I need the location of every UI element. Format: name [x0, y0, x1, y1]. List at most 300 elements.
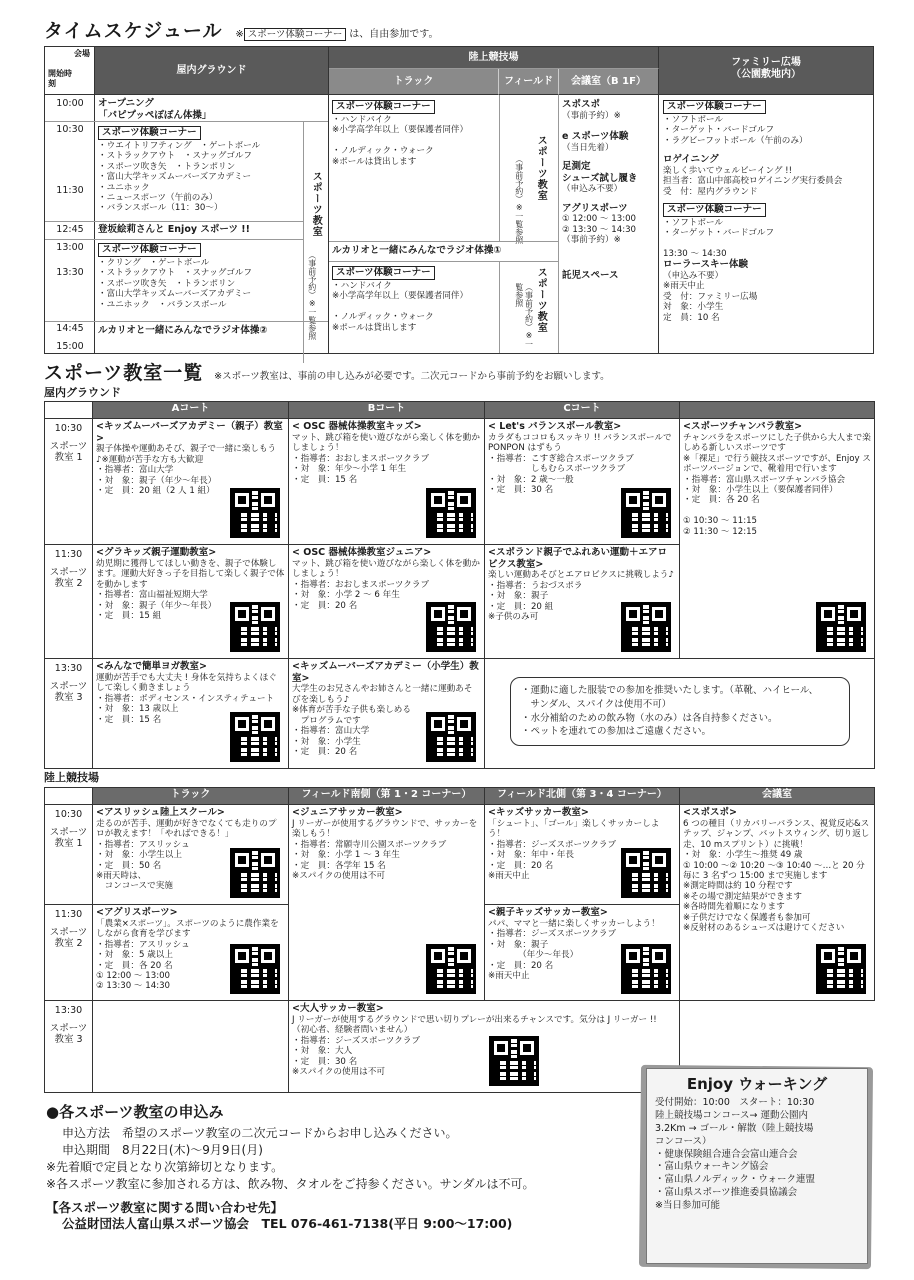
class-detail: ・定 員：50 名 — [96, 860, 162, 871]
class-detail: 大学生のお兄さんやお姉さんと一緒に運動あそびを楽しもう♪ — [292, 684, 473, 705]
qr-code[interactable] — [816, 602, 866, 652]
qr-code[interactable] — [426, 944, 476, 994]
field-vert-title: スポーツ教室 — [535, 135, 547, 201]
class-detail: 運動が苦手でも大丈夫 ! 身体を気持ちよくほぐして楽しく動きましょう — [96, 672, 277, 694]
col-field-north: フィールド北側（第 3・4 コーナー） — [485, 788, 680, 805]
class-detail: ・対 象：小学生以上 — [96, 850, 182, 861]
class-detail: ※その場で測定結果ができます — [683, 891, 802, 902]
class-detail: ※雨天中止 — [488, 971, 530, 981]
apply-method: 申込方法 希望のスポーツ教室の二次元コードからお申し込みください。 — [62, 1126, 458, 1141]
class-detail: ・対 象：小学生～推奨 49 歳 — [683, 850, 803, 861]
track-list1 — [332, 115, 497, 167]
col-b-court: Bコート — [289, 402, 485, 419]
qr-code[interactable] — [621, 848, 671, 898]
slot-name: スポーツ 教室 2 — [49, 566, 88, 590]
time-label: 15:00 — [56, 341, 84, 352]
conf-item-title: e スポーツ体験 — [562, 131, 629, 143]
opening-title: オープニング — [98, 98, 154, 109]
field-vert-cell-1 — [499, 95, 559, 244]
class-detail: プログラムです — [292, 715, 361, 726]
class-detail: ・対 象：年少～小学 1 年生 — [292, 464, 407, 475]
class-detail: ※各時間先着順になります — [683, 902, 785, 913]
col-family-sub: （公園敷地内） — [731, 69, 801, 81]
class-detail: マット、跳び箱を使い遊びながら楽しく体を動かしましょう！ — [292, 558, 480, 580]
qr-code[interactable] — [230, 602, 280, 652]
class-detail: ・指導者：おおしまスポーツクラブ — [292, 453, 430, 464]
family-box1: スポーツ体験コーナー — [663, 100, 766, 114]
class-detail: ・定 員：20 名 — [488, 860, 554, 871]
time-label: 10:30 — [56, 124, 84, 135]
class-detail: ・指導者：富山大学 — [292, 726, 370, 737]
list-line: ・ノルディック・ウォーク — [332, 312, 434, 323]
list-line: ・ユニホック — [98, 182, 150, 193]
class-cell — [289, 805, 485, 1001]
family-box2: スポーツ体験コーナー — [663, 203, 766, 217]
class-title: <スポーツチャンバラ教室> — [683, 421, 803, 432]
class-cell — [680, 419, 875, 659]
col-field: フィールド — [499, 69, 559, 95]
conf-item — [562, 270, 658, 282]
class-detail: ① 10:00 ～② 10:20 ～③ 10:40 ～…と 20 分毎に 3 名ずつ 15:00 まで実施します — [683, 860, 865, 881]
class-detail: ・定 員：各学年 15 名 — [292, 860, 386, 871]
list-line: ・富山県スポーツ推進委員協議会 — [655, 1186, 798, 1198]
list-line: サンダル、スパイクは使用不可） — [521, 698, 672, 710]
class-cell — [680, 805, 875, 1001]
class-detail: ・指導者：アスリッシュ — [96, 839, 190, 850]
class-detail: コンコースで実施 — [96, 881, 173, 892]
class-detail: 楽しい運動あそびとエアロビクスに挑戦しよう♪ — [488, 570, 674, 581]
conf-item — [562, 131, 658, 153]
contact-line: 公益財団法人富山県スポーツ協会 TEL 076-461-7138(平日 9:00～17:00) — [62, 1215, 513, 1231]
qr-code[interactable] — [230, 848, 280, 898]
class-detail: 6 つの種目（リカバリーバランス、視覚反応&ステップ、ジャンプ、バットスウィング、切り返し走、10 mスプリント）に挑戦！ — [683, 818, 870, 850]
class-detail: ※スパイクの使用は不可 — [292, 871, 385, 881]
class-detail: ・指導者：ジーズスポーツクラブ — [488, 929, 617, 940]
slot-time: 10:30 — [54, 809, 83, 820]
list-line: ・ソフトボール — [663, 217, 723, 228]
class-detail: ・対 象：親子（年少～年長） — [96, 600, 217, 611]
indoor-radio: ルカリオと一緒にみんなでラジオ体操② — [98, 325, 268, 336]
schedule-note-mark: ※ — [235, 29, 244, 40]
list-line — [332, 302, 497, 312]
list-line: ※雨天中止 — [663, 281, 705, 292]
class-detail: ・指導者：うおづスポラ — [488, 580, 583, 591]
conf-item-title: 託児スペース — [562, 269, 619, 281]
walking-lines — [655, 1097, 859, 1212]
class-cell — [485, 545, 680, 659]
class-detail: パパ、ママと一緒に楽しくサッカーしよう！ — [488, 918, 660, 929]
class-detail: ・指導者：アスリッシュ — [96, 939, 190, 950]
qr-code[interactable] — [816, 944, 866, 994]
indoor-box1: スポーツ体験コーナー — [98, 126, 201, 140]
list-line: ・ペットを連れての参加はご遠慮ください。 — [521, 726, 712, 738]
time-label: 10:00 — [56, 98, 84, 109]
list-line: ・ノルディック・ウォーク — [332, 146, 434, 157]
list-line: ・富山県ノルディック・ウォーク連盟 — [655, 1174, 815, 1186]
class-detail: ② 11:30 ～ 12:15 — [683, 526, 758, 537]
qr-code[interactable] — [621, 488, 671, 538]
time-label: 13:00 — [56, 242, 84, 253]
list-line: 担当者：富山中部高校ロゲイニング実行委員会 — [663, 176, 843, 187]
slot-name: スポーツ 教室 1 — [49, 826, 88, 850]
conf-item — [562, 161, 658, 195]
class-detail: ・対 象：5 歳以上 — [96, 950, 173, 961]
qr-code[interactable] — [426, 488, 476, 538]
conf-item-sub: ① 12:00 ～ 13:00 ② 13:30 ～ 14:30 （事前予約）※ — [562, 214, 637, 246]
indoor-list1 — [98, 141, 303, 214]
list-line: ・ラグビーフットボール（午前のみ） — [663, 135, 808, 146]
class-detail: ・指導者：富山福祉短期大学 — [96, 590, 208, 601]
list-line: ・ストラックアウト ・スナッグゴルフ — [98, 151, 253, 162]
class-title: <アスリッシュ陸上スクール> — [96, 807, 225, 818]
class-title: <ジュニアサッカー教室> — [292, 807, 403, 818]
class-detail: ※体育が苦手な子供も楽しめる — [292, 705, 411, 716]
class-detail: ・定 員：30 名 — [292, 1056, 358, 1067]
rogaining-title: ロゲイニング — [663, 154, 719, 166]
col-conference: 会議室 — [680, 788, 875, 805]
conf-item-title: アグリスポーツ — [562, 202, 628, 214]
class-cell — [93, 805, 289, 905]
col-track: トラック — [329, 69, 499, 95]
class-title: <グラキッズ親子運動教室> — [96, 547, 217, 558]
class-detail: ・対 象：親子 — [488, 591, 549, 602]
qr-code[interactable] — [621, 602, 671, 652]
class-detail: 走るのが苦手、運動が好きでなくても走りのプロが教えます！「やればできる！」 — [96, 818, 277, 840]
classes-title: スポーツ教室一覧 — [44, 362, 204, 384]
slot-time: 13:30 — [54, 1005, 83, 1016]
class-detail: （初心者、経験者問いません） — [292, 1025, 413, 1036]
class-detail: ※雨天時は、 — [96, 871, 147, 881]
time-label: 12:45 — [56, 224, 84, 235]
slot-time: 10:30 — [54, 423, 83, 434]
class-detail: ・対 象：親子 — [488, 939, 549, 950]
class-cell — [289, 659, 485, 769]
class-cell — [93, 419, 289, 545]
class-cell — [289, 545, 485, 659]
classes-note: ※スポーツ教室は、事前の申し込みが必要です。二次元コードから事前予約をお願いします。 — [214, 371, 610, 382]
rogaining-list — [663, 166, 869, 197]
conf-items — [562, 99, 658, 281]
list-line: ・ニュースポーツ（午前のみ） — [98, 193, 218, 203]
class-detail: ・指導者：富山県スポーツチャンバラ協会 — [683, 474, 846, 485]
time-label: 13:30 — [56, 267, 84, 278]
list-line: 受付開始：10:00 スタート：10:30 — [655, 1097, 815, 1109]
stadium-label: 陸上競技場 — [44, 771, 99, 784]
class-detail: ※雨天中止 — [488, 871, 530, 881]
class-detail: ※測定時間は約 10 分程です — [683, 881, 793, 892]
class-detail: ① 12:00 ～ 13:00 — [96, 971, 171, 981]
list-line: コンコース） — [655, 1135, 712, 1147]
list-line: ※小学高学年以上（要保護者同伴） — [332, 291, 469, 302]
list-line: ・ソフトボール — [663, 114, 723, 125]
col-c-court: Cコート — [485, 402, 680, 419]
indoor-vert-cell — [303, 121, 328, 363]
class-cell — [289, 1001, 680, 1093]
qr-code[interactable] — [426, 602, 476, 652]
schedule-table — [44, 46, 874, 354]
family-list1 — [663, 115, 869, 146]
field-vert-title: スポーツ教室 — [535, 267, 547, 333]
class-detail: ※子供だけでなく保護者も参加可 — [683, 912, 811, 923]
col-conf: 会議室（B 1F） — [559, 69, 659, 95]
list-line: ・富山県ウォーキング協会 — [655, 1161, 769, 1173]
class-detail: ・指導者：常願寺川公園スポーツクラブ — [292, 839, 447, 850]
class-detail: ・定 員：15 組 — [96, 611, 162, 621]
col-indoor: 屋内グラウンド — [95, 47, 329, 95]
class-detail: ・定 員：30 名 — [488, 485, 554, 495]
class-detail: カラダもココロもスッキリ !! バランスボールで PONPON はずもう — [488, 432, 672, 454]
class-detail: ・定 員：15 名 — [96, 714, 162, 725]
indoor-column — [95, 95, 329, 353]
class-detail: ・定 員：20 組 — [488, 601, 554, 612]
class-detail: ・指導者：おおしまスポーツクラブ — [292, 579, 430, 590]
track-box1: スポーツ体験コーナー — [332, 100, 435, 114]
contact-title: 【各スポーツ教室に関する問い合わせ先】 — [46, 1200, 284, 1216]
list-line: ・ハンドバイク — [332, 280, 392, 291]
time-label: 11:30 — [56, 185, 84, 196]
indoor-classes-grid — [44, 401, 875, 769]
class-detail: J リーガーが使用するグラウンドで、サッカーを楽しもう！ — [292, 818, 478, 840]
list-line: ※ポールは貸出します — [332, 156, 417, 167]
track-column — [329, 95, 559, 353]
class-title: <キッズムーバーズアカデミー（小学生）教室> — [292, 661, 479, 684]
conf-item-title: スポスポ — [562, 99, 601, 110]
class-detail: ・対 象：大人 — [292, 1046, 353, 1057]
slot-name: スポーツ 教室 2 — [49, 926, 88, 950]
roller-list — [663, 271, 869, 323]
class-detail: ※「裸足」で行う競技スポーツですが、Enjoy スポーツバージョンで、靴着用で行います — [683, 453, 871, 475]
slot-name: スポーツ 教室 1 — [49, 440, 88, 464]
class-detail: ・定 員：20 名 — [292, 747, 358, 758]
slot-3 — [45, 659, 93, 769]
list-line: ・ユニホック ・バランスボール — [98, 299, 227, 310]
class-detail — [683, 506, 871, 516]
class-detail: 「シュート」、「ゴール」楽しくサッカーしよう！ — [488, 818, 660, 840]
stadium-classes-grid — [44, 787, 875, 1093]
indoor-label: 屋内グラウンド — [44, 386, 121, 399]
schedule-heading — [44, 20, 438, 43]
class-detail: ・対 象：親子（年少～年長） — [96, 475, 217, 486]
class-title: < OSC 器械体操教室キッズ> — [292, 421, 422, 432]
slot-1 — [45, 805, 93, 905]
list-line: 対 象：小学生 — [663, 302, 724, 313]
track-list2 — [332, 281, 497, 333]
class-detail: ・定 員：20 組（2 人 1 組） — [96, 486, 215, 497]
class-detail: ※スパイクの使用は不可 — [292, 1067, 385, 1077]
col-stadium: 陸上競技場 — [329, 47, 659, 69]
class-detail: ※反射材のあるシューズは避けてください — [683, 923, 845, 934]
list-line: ・ターゲット・バードゴルフ — [663, 125, 775, 136]
schedule-note-rest: は、自由参加です。 — [349, 29, 439, 40]
list-line: ・バランスボール（11：30～） — [98, 203, 223, 214]
list-line: ・富山大学キッズムーバーズアカデミー — [98, 172, 252, 183]
conf-item — [562, 203, 658, 246]
class-detail: ・対 象：13 歳以上 — [96, 704, 179, 715]
walking-box — [646, 1068, 868, 1264]
notice-cell — [485, 659, 875, 769]
list-line: ・運動に適した服装での参加を推奨いたします。（革靴、ハイヒール、 — [521, 685, 819, 696]
slot-name: スポーツ 教室 3 — [49, 680, 88, 704]
walking-title: Enjoy ウォーキング — [686, 1075, 828, 1093]
classes-heading — [44, 362, 610, 385]
corner-venue: 会場 — [74, 49, 90, 58]
list-line: ・健康保険組合連合会富山連合会 — [655, 1148, 798, 1160]
class-detail: ・定 員：20 名 — [488, 960, 554, 971]
list-line: ・クリング ・ゲートボール — [98, 257, 210, 268]
class-detail: ① 10:30 ～ 11:15 — [683, 516, 758, 527]
class-detail: 親子体操や運動あそび、親子で一緒に楽しもう♪※運動が苦手な方も大歓迎 — [96, 444, 277, 465]
class-detail: ・対 象：小学生以上（要保護者同伴） — [683, 485, 838, 495]
list-line: ※当日参加可能 — [655, 1199, 720, 1211]
class-cell — [485, 419, 680, 545]
apply-title: ●各スポーツ教室の申込み — [46, 1103, 224, 1121]
class-cell — [289, 419, 485, 545]
conf-item — [562, 99, 658, 121]
indoor-vert-title: スポーツ教室 — [310, 171, 322, 237]
indoor-vert-sub: （事前予約）※一覧参照 — [307, 251, 317, 340]
class-detail: 幼児期に獲得してほしい動きを、親子で体験します。運動大好きっ子を目指して楽しく親子で体を動かします — [96, 558, 285, 590]
slot-name: スポーツ 教室 3 — [49, 1022, 88, 1046]
class-detail: ・対 象：2 歳～一般 — [488, 474, 574, 485]
list-line: 楽しく歩いてウェルビーイング !! — [663, 165, 793, 176]
list-line: 受 付：ファミリー広場 — [663, 291, 758, 302]
apply-note2: ※各スポーツ教室に参加される方は、飲み物、タオルをご持参ください。サンダルは不可。 — [46, 1176, 535, 1191]
schedule-note-box: スポーツ体験コーナー — [244, 28, 347, 41]
class-cell — [485, 805, 680, 905]
class-detail: ・指導者：ボディセンス・インスティテュート — [96, 693, 275, 704]
class-title: <スポスポ> — [683, 807, 737, 818]
class-detail: ・指導者：ジーズスポーツクラブ — [292, 1035, 421, 1046]
conf-item-sub: （申込み不要） — [562, 184, 623, 195]
list-line: ・スポーツ吹き矢 ・トランポリン — [98, 161, 236, 172]
col-family-title: ファミリー広場 — [731, 57, 801, 68]
opening-sub: 「パピプッぺぽぽん体操」 — [98, 109, 212, 121]
class-detail: しもむらスポーツクラブ — [488, 464, 626, 475]
notice-box — [510, 677, 850, 746]
class-title: <キッズサッカー教室> — [488, 807, 589, 818]
indoor-box2: スポーツ体験コーナー — [98, 243, 201, 257]
class-title: <スポランド親子でふれあい運動＋エアロビクス教室> — [488, 547, 667, 570]
class-title: <キッズムーバーズアカデミー（親子）教室> — [96, 421, 283, 444]
class-cell — [93, 545, 289, 659]
slot-3 — [45, 1001, 93, 1093]
class-detail: （年少～年長） — [488, 950, 579, 961]
class-detail: ・指導者：ジーズスポーツクラブ — [488, 839, 617, 850]
field-vert-sub: （事前予約）※一覧参照 — [514, 283, 534, 348]
class-detail: 「農業×スポーツ」。スポーツのように農作業をしながら食育を学びます — [96, 918, 279, 940]
list-line: ・水分補給のための飲み物（水のみ）は各自持参ください。 — [521, 712, 778, 724]
qr-code[interactable] — [426, 712, 476, 762]
class-detail: ※子供のみ可 — [488, 612, 539, 623]
class-detail: ・定 員：各 20 名 — [96, 960, 173, 971]
class-detail: ② 13:30 ～ 14:30 — [96, 981, 171, 992]
col-field-south: フィールド南側（第 1・2 コーナー） — [289, 788, 485, 805]
class-cell — [93, 905, 289, 1001]
col-a-court: Aコート — [93, 402, 289, 419]
qr-code[interactable] — [230, 488, 280, 538]
class-title: <アグリスポーツ> — [96, 907, 178, 918]
slot-2 — [45, 905, 93, 1001]
slot-1 — [45, 419, 93, 545]
roller-time: 13:30 ～ 14:30 — [663, 248, 727, 259]
class-title: < Let's バランスボール教室> — [488, 421, 622, 432]
list-line: ・ストラックアウト ・スナッグゴルフ — [98, 268, 253, 279]
field-vert-cell-2 — [499, 261, 559, 353]
qr-code[interactable] — [489, 1036, 539, 1086]
list-line: ※小学高学年以上（要保護者同伴） — [332, 125, 469, 136]
roller-title: ローラースキー体験 — [663, 259, 749, 271]
track-radio: ルカリオと一緒にみんなでラジオ体操① — [332, 245, 502, 256]
class-cell — [485, 905, 680, 1001]
class-detail: ・定 員：15 名 — [292, 474, 358, 485]
conf-item-sub: （事前予約）※ — [562, 110, 621, 121]
class-detail: チャンバラをスポーツにした子供から大人まで楽しめる新しいスポーツです — [683, 432, 871, 454]
class-detail: ・指導者：富山大学 — [96, 465, 174, 476]
apply-note1: ※先着順で定員となり次第締切となります。 — [46, 1159, 284, 1174]
class-title: <親子キッズサッカー教室> — [488, 907, 608, 918]
class-detail: J リーガーが使用するグラウンドで思い切りプレーが出来るチャンスです。気分は J リーガー !! — [292, 1014, 657, 1025]
list-line: ・スポーツ吹き矢 ・トランポリン — [98, 278, 236, 289]
field-vert-sub: （事前予約）※一覧参照 — [514, 155, 524, 244]
slot-time: 11:30 — [54, 909, 83, 920]
family-column — [659, 95, 873, 353]
track-box2: スポーツ体験コーナー — [332, 266, 435, 280]
schedule-title: タイムスケジュール — [44, 20, 223, 42]
class-detail: ・指導者：こすぎ総合スポーツクラブ — [488, 453, 634, 464]
qr-code[interactable] — [230, 712, 280, 762]
col-family — [659, 47, 873, 95]
time-column — [45, 95, 95, 353]
list-line: ・ターゲット・バードゴルフ — [663, 228, 775, 239]
indoor-enjoy: 登坂絵莉さんと Enjoy スポーツ !! — [98, 224, 250, 235]
class-title: <みんなで簡単ヨガ教室> — [96, 661, 207, 672]
class-cell — [93, 659, 289, 769]
list-line: 陸上競技場コンコース→ 運動公園内 — [655, 1110, 809, 1122]
list-line: 3.2Km → ゴール・解散（陸上競技場 — [655, 1122, 814, 1134]
apply-section — [46, 1103, 626, 1231]
class-detail: ・対 象：小学 2 ～ 6 年生 — [292, 590, 400, 601]
list-line: ・ウエイトリフティング ・ゲートボール — [98, 140, 261, 151]
class-detail: ・定 員：20 名 — [292, 600, 358, 611]
list-line: ※ポールは貸出します — [332, 322, 417, 333]
family-list2 — [663, 218, 869, 239]
indoor-list2 — [98, 258, 303, 310]
list-line: ・富山大学キッズムーバーズアカデミー — [98, 289, 252, 300]
conf-item-title: 足測定 シューズ試し履き — [562, 161, 638, 184]
time-label: 14:45 — [56, 323, 84, 334]
col-track: トラック — [93, 788, 289, 805]
list-line: 定 員：10 名 — [663, 312, 720, 323]
class-detail: マット、跳び箱を使い遊びながら楽しく体を動かしましょう！ — [292, 432, 480, 454]
conf-item-sub: （当日先着） — [562, 142, 614, 153]
list-line — [332, 136, 497, 146]
slot-time: 11:30 — [54, 549, 83, 560]
qr-code[interactable] — [621, 944, 671, 994]
class-detail: ・対 象：小学生 — [292, 736, 361, 747]
slot-2 — [45, 545, 93, 659]
corner-time: 開始時刻 — [48, 68, 72, 88]
conf-column — [559, 95, 659, 353]
slot-time: 13:30 — [54, 663, 83, 674]
class-title: < OSC 器械体操教室ジュニア> — [292, 547, 432, 558]
list-line: 受 付：屋内グラウンド — [663, 186, 758, 197]
class-detail: ・定 員：各 20 名 — [683, 495, 760, 506]
qr-code[interactable] — [230, 944, 280, 994]
schedule-corner — [45, 47, 95, 95]
apply-period: 申込期間 8月22日(木)～9月9日(月) — [62, 1143, 263, 1158]
class-detail: ・対 象：年中・年長 — [488, 850, 574, 861]
list-line: （申込み不要） — [663, 270, 724, 281]
